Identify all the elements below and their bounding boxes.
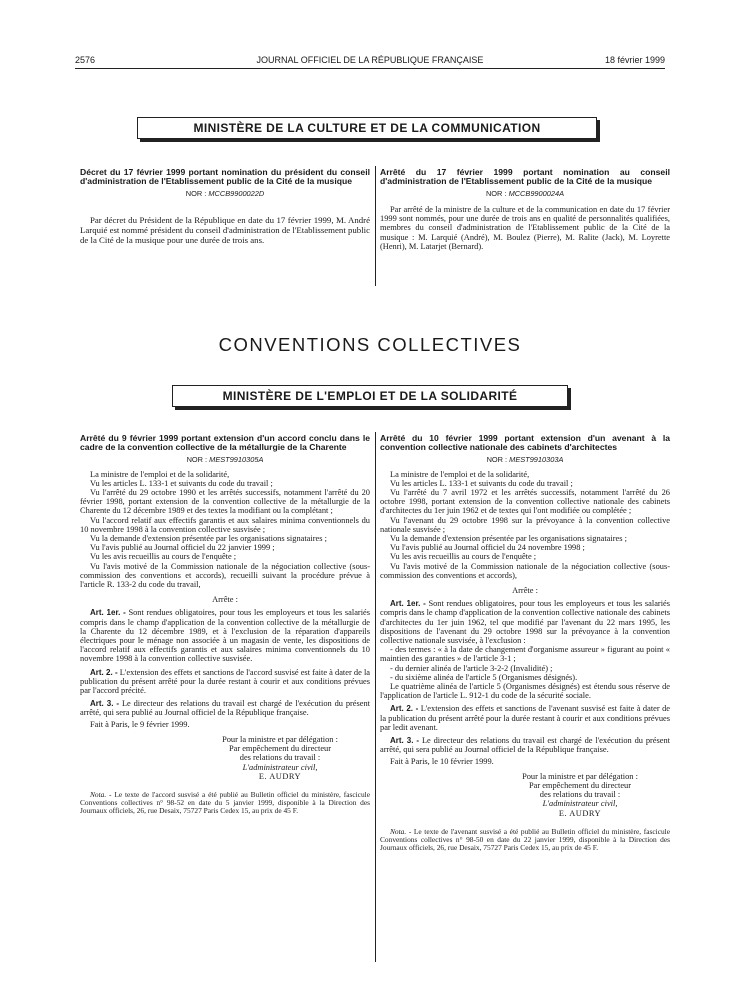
visa: Vu l'avis motivé de la Commission nationale de la négociation collective (sous-commission des conventions et accords),: [380, 561, 670, 580]
visa: Vu l'avis motivé de la Commission nationale de la négociation collective (sous-commission des conventions et accords), recueilli suivant la procédure prévue à l'article R. 133-2 du code du travail,: [80, 561, 370, 590]
article-1: Art. 1er. - Sont rendues obligatoires, pour tous les employeurs et tous les salariés compris dans le champ d'application de la convention collective de la métallurgie de la Charente du 12 décembre 1989, et à l'exclusion de la réparation d'appareils électriques pour le ménage non associée à un magasin de vente, les dispositions de l'accord relatif aux effectifs garantis et aux salaires minima conventionnels du 10 novembre 1998 à la convention collective susvisée.: [80, 608, 371, 664]
page-number: 2576: [75, 55, 96, 65]
exclusion-item: - des termes : « à la date de changement d'organisme assureur » figurant au point « maintien des garanties » de l'article 3-1 ;: [380, 645, 670, 664]
article-1: Art. 1er. - Sont rendues obligatoires, pour tous les employeurs et tous les salariés compris dans le champ d'application de la convention collective nationale des cabinets d'architectes du 1er juin 1962, tel que modifié par l'avenant du 22 mars 1995, les dispositions de l'avenant du 29 octobre 1998 sur la prévoyance à la convention collective nationale susvisée, à l'exclusion :: [380, 599, 671, 646]
running-header: [75, 55, 665, 69]
visa: Vu les avis recueillis au cours de l'enquête ;: [390, 552, 537, 562]
arrete-nomination-conseil: [380, 168, 670, 252]
decret-text: Par décret du Président de la République en date du 17 février 1999, M. André Larquié est nommé président du conseil d'administration de l'Etablissement public de la Cité de la musique pour une durée de trois ans.: [80, 214, 370, 245]
ministry-culture-heading: MINISTÈRE DE LA CULTURE ET DE LA COMMUNICATION: [137, 117, 597, 139]
nor-reference: NOR : MEST9910305A: [186, 455, 264, 465]
visa: La ministre de l'emploi et de la solidarité,: [390, 469, 530, 479]
visa: Vu l'avis publié au Journal officiel du 24 novembre 1998 ;: [390, 543, 585, 553]
visa: Vu l'avenant du 29 octobre 1998 sur la prévoyance à la convention collective nationale susvisée ;: [380, 515, 670, 534]
decret-title: Décret du 17 février 1999 portant nomination du président du conseil d'administration de l'Etablissement public de la Cité de la musique: [80, 167, 370, 187]
arrete-word: Arrête :: [512, 586, 538, 596]
nota-note: Nota. - Le texte de l'avenant susvisé a été publié au Bulletin officiel du ministère, fascicule Conventions collectives n° 98-50 en date du 22 janvier 1999, disponible à la Direction des Journaux officiels, 26, rue Desaix, 75727 Paris Cedex 15, au prix de 45 F.: [380, 826, 670, 853]
visa: Vu les articles L. 133-1 et suivants du code du travail ;: [390, 478, 573, 488]
visa: Vu l'accord relatif aux effectifs garantis et aux salaires minima conventionnels du 10 novembre 1998 à la convention collective susvisée ;: [80, 515, 370, 534]
nor-reference: NOR : MCCB9900024A: [485, 189, 565, 199]
visa: Vu la demande d'extension présentée par les organisations signataires ;: [90, 534, 327, 544]
visa: Vu les articles L. 133-1 et suivants du code du travail ;: [90, 478, 273, 488]
signature-block: Pour la ministre et par délégation : Par empêchement du directeur des relations du travail : L'administrateur civil, E. AUDRY: [522, 771, 638, 818]
article-3: Art. 3. - Le directeur des relations du travail est chargé de l'exécution du présent arrêté, qui sera publié au Journal officiel de la République française.: [380, 736, 670, 755]
nor-reference: NOR : MEST9910303A: [486, 455, 564, 465]
nota-note: Nota. - Le texte de l'accord susvisé a été publié au Bulletin officiel du ministère, fascicule Conventions collectives n° 98-52 en date du 5 janvier 1999, disponible à la Direction des Journaux officiels, 26, rue Desaix, 75727 Paris Cedex 15, au prix de 45 F.: [80, 789, 370, 816]
signature-block: Pour la ministre et par délégation : Par empêchement du directeur des relations du travail : L'administrateur civil, E. AUDRY: [222, 734, 338, 781]
exclusion-item: - du dernier alinéa de l'article 3-2-2 (Invalidité) ;: [390, 663, 553, 673]
visa: Vu l'avis publié au Journal officiel du 22 janvier 1999 ;: [90, 543, 275, 553]
visa: Vu la demande d'extension présentée par les organisations signataires ;: [390, 534, 627, 544]
ministry-emploi-heading: MINISTÈRE DE L'EMPLOI ET DE LA SOLIDARITÉ: [172, 385, 568, 407]
article-2: Art. 2. - L'extension des effets et sanctions de l'accord susvisé est faite à dater de la publication du présent arrêté pour la durée restant à courir et aux conditions prévues par l'accord précité.: [80, 667, 370, 696]
column-rule: [375, 166, 376, 286]
arrete-title: Arrêté du 10 février 1999 portant extension d'un avenant à la convention collective nationale des cabinets d'architectes: [380, 433, 670, 453]
visa: Vu l'arrêté du 7 avril 1972 et les arrêtés successifs, notamment l'arrêté du 26 octobre 1998, portant extension de la convention collective nationale des cabinets d'architectes du 1er juin 1962 et de textes qui l'ont modifiée ou complétée ;: [380, 488, 670, 516]
fait-a-paris: Fait à Paris, le 10 février 1999.: [390, 756, 494, 766]
arrete-metallurgie-charente: [80, 434, 370, 816]
article-3: Art. 3. - Le directeur des relations du travail est chargé de l'exécution du présent arrêté, qui sera publié au Journal officiel de la République française.: [80, 699, 370, 718]
article-2: Art. 2. - L'extension des effets et sanctions de l'avenant susvisé est faite à dater de la publication du présent arrêté pour la durée restant à courir et aux conditions prévues par ledit avenant.: [380, 704, 670, 732]
visa: La ministre de l'emploi et de la solidarité,: [90, 469, 230, 479]
arrete-cabinets-architectes: [380, 434, 670, 852]
arrete-title: Arrêté du 17 février 1999 portant nomination au conseil d'administration de l'Etablissement public de la Cité de la musique: [380, 167, 670, 187]
visa: Vu les avis recueillis au cours de l'enquête ;: [90, 552, 237, 562]
fait-a-paris: Fait à Paris, le 9 février 1999.: [90, 719, 190, 729]
nor-reference: NOR : MCCB9900022D: [185, 189, 265, 199]
arrete-title: Arrêté du 9 février 1999 portant extension d'un accord conclu dans le cadre de la convention collective de la métallurgie de la Charente: [80, 433, 370, 453]
issue-date: 18 février 1999: [604, 55, 665, 65]
section-title: CONVENTIONS COLLECTIVES: [218, 334, 522, 355]
decret-nomination-president: [80, 168, 370, 245]
visa: Vu l'arrêté du 29 octobre 1990 et les arrêtés successifs, notamment l'arrêté du 20 février 1998, portant extension de la convention collective de la métallurgie de la Charente du 12 décembre 1989 et des textes la modifiant ou la complétant ;: [80, 488, 370, 516]
exclusion-item: - du sixième alinéa de l'article 5 (Organismes désignés).: [390, 672, 578, 682]
arrete-word: Arrête :: [212, 595, 238, 605]
article-1-tail: Le quatrième alinéa de l'article 5 (Organismes désignés) est étendu sous réserve de l'application de l'article L. 912-1 du code de la sécurité sociale.: [380, 682, 670, 701]
arrete-text: Par arrêté de la ministre de la culture et de la communication en date du 17 février 1999 sont nommés, pour une durée de trois ans en qualité de personnalités qualifiées, membres du conseil d'administration de l'Etablissement public de la Cité de la musique : M. Larquié (André), M. Boulez (Pierre), M. Ralite (Jack), M. Loyrette (Henri), M. Latarjet (Bernard).: [380, 204, 670, 252]
journal-title: JOURNAL OFFICIEL DE LA RÉPUBLIQUE FRANÇAISE: [256, 55, 484, 65]
column-rule: [375, 432, 376, 962]
